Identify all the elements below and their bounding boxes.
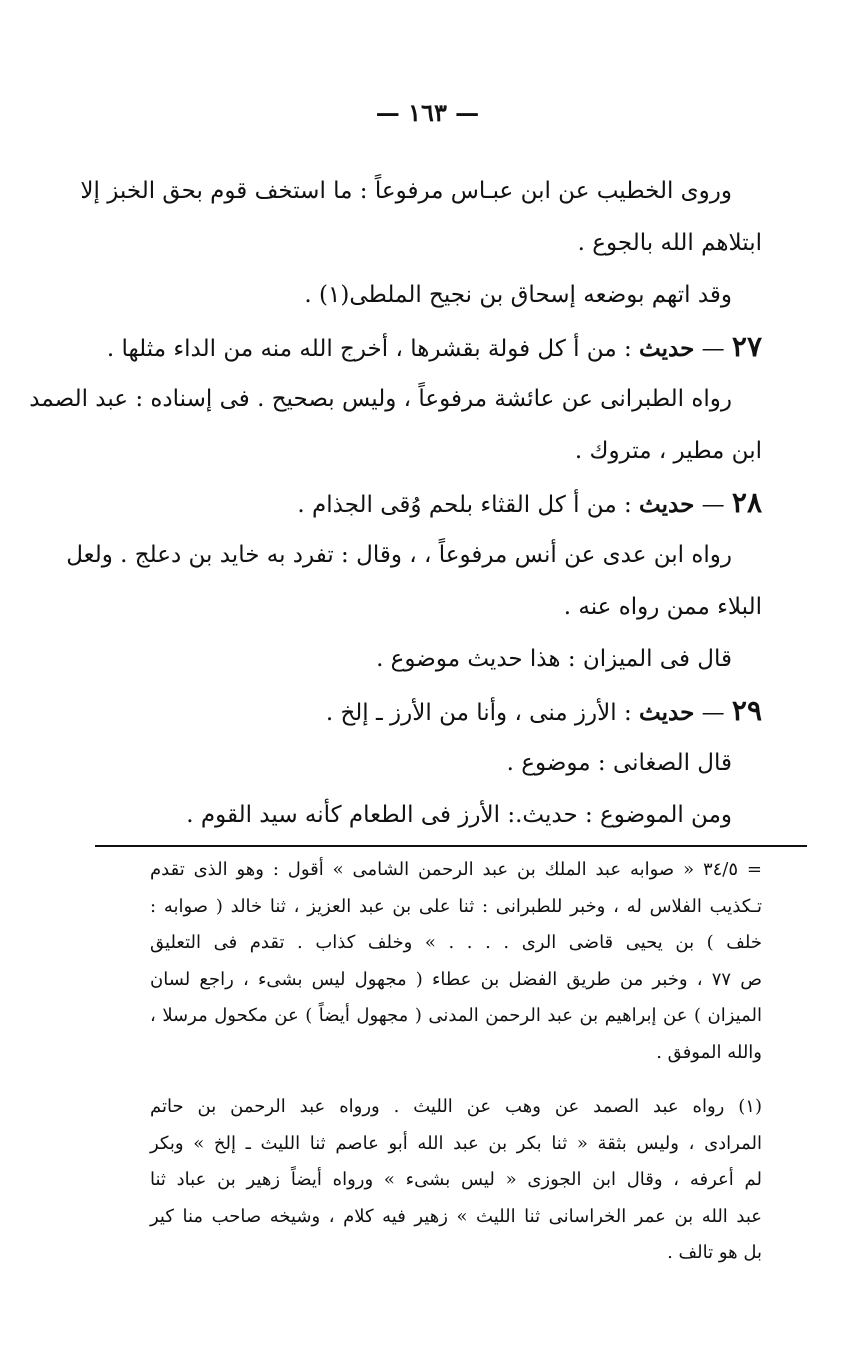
hadith-heading-line: ٢٧ — حديث : من أ كل فولة بقشرها ، أخرج الله منه من الداء مثلها . <box>106 330 762 363</box>
text-line: ومن الموضوع : حديث.: الأرز فى الطعام كأنه سيد القوم . <box>186 802 732 828</box>
hadith-text: : الأرز منى ، وأنا من الأرز ـ إلخ . <box>325 700 640 726</box>
footnote-line: = ٣٤/٥ « صوابه عبد الملك بن عبد الرحمن الشامى » أقول : وهو الذى تقدم <box>150 859 762 880</box>
hadith-label: حديث <box>639 699 695 726</box>
hadith-number: ٢٩ <box>731 694 762 727</box>
footnote-divider <box>95 845 807 847</box>
footnotes <box>150 852 762 1272</box>
hadith-heading-line: ٢٩ — حديث : الأرز منى ، وأنا من الأرز ـ إلخ . <box>325 694 762 727</box>
text-line: قال فى الميزان : هذا حديث موضوع . <box>376 646 732 672</box>
text-line: ابن مطير ، متروك . <box>574 438 762 464</box>
footnote-line: (١) رواه عبد الصمد عن وهب عن الليث . ورواه عبد الرحمن بن حاتم <box>150 1096 762 1117</box>
hadith-number: ٢٧ <box>731 330 762 363</box>
text-line: البلاء ممن رواه عنه . <box>563 594 762 620</box>
footnote-line: عبد الله بن عمر الخراسانى ثنا الليث » زهير فيه كلام ، وشيخه صاحب منا كير <box>150 1205 762 1227</box>
footnote-line: بل هو تالف . <box>667 1242 762 1263</box>
text-line: رواه الطبرانى عن عائشة مرفوعاً ، وليس بصحيح . فى إسناده : عبد الصمد <box>29 386 732 412</box>
hadith-heading-line: ٢٨ — حديث : من أ كل القثاء بلحم وُقى الجذام . <box>297 486 762 519</box>
footnote-line: والله الموفق . <box>656 1041 762 1063</box>
hadith-text: : من أ كل فولة بقشرها ، أخرج الله منه من الداء مثلها . <box>106 336 640 362</box>
hadith-label: حديث <box>639 491 695 518</box>
text-line: وقد اتهم بوضعه إسحاق بن نجيح الملطى(١) . <box>304 282 732 308</box>
text-line: ابتلاهم الله بالجوع . <box>577 230 762 256</box>
hadith-text: : من أ كل القثاء بلحم وُقى الجذام . <box>297 492 640 518</box>
text-line: رواه ابن عدى عن أنس مرفوعاً ، ، وقال : تفرد به خايد بن دعلج . ولعل <box>66 542 732 568</box>
footnote-line: خلف ) بن يحيى قاضى الرى . . . . » وخلف كذاب . تقدم فى التعليق <box>150 932 762 953</box>
footnote-line: لم أعرفه ، وقال ابن الجوزى « ليس بشىء » ورواه أيضاً زهير بن عباد ثنا <box>150 1169 762 1190</box>
main-text <box>29 165 762 841</box>
page-number: — ١٦٣ — <box>375 98 480 127</box>
hadith-number: ٢٨ <box>731 486 762 519</box>
text-line: قال الصغانى : موضوع . <box>506 750 732 776</box>
footnote-line: تـكذيب الفلاس له ، وخبر للطبرانى : ثنا على بن عبد العزيز ، ثنا خالد ( صوابه : <box>150 895 762 917</box>
text-line: وروى الخطيب عن ابن عبـاس مرفوعاً : ما استخف قوم بحق الخبز إلا <box>80 178 732 204</box>
footnote-gap <box>150 1071 762 1089</box>
hadith-label: حديث <box>639 335 695 362</box>
footnote-line: ص ٧٧ ، وخبر من طريق الفضل بن عطاء ( مجهول ليس بشىء ، راجع لسان <box>150 968 763 990</box>
footnote-line: المرادى ، وليس بثقة « ثنا بكر بن عبد الله أبو عاصم ثنا الليث ـ إلخ » وبكر <box>150 1132 762 1154</box>
footnote-line: الميزان ) عن إبراهيم بن عبد الرحمن المدنى ( مجهول أيضاً ) عن مكحول مرسلا ، <box>150 1005 762 1026</box>
